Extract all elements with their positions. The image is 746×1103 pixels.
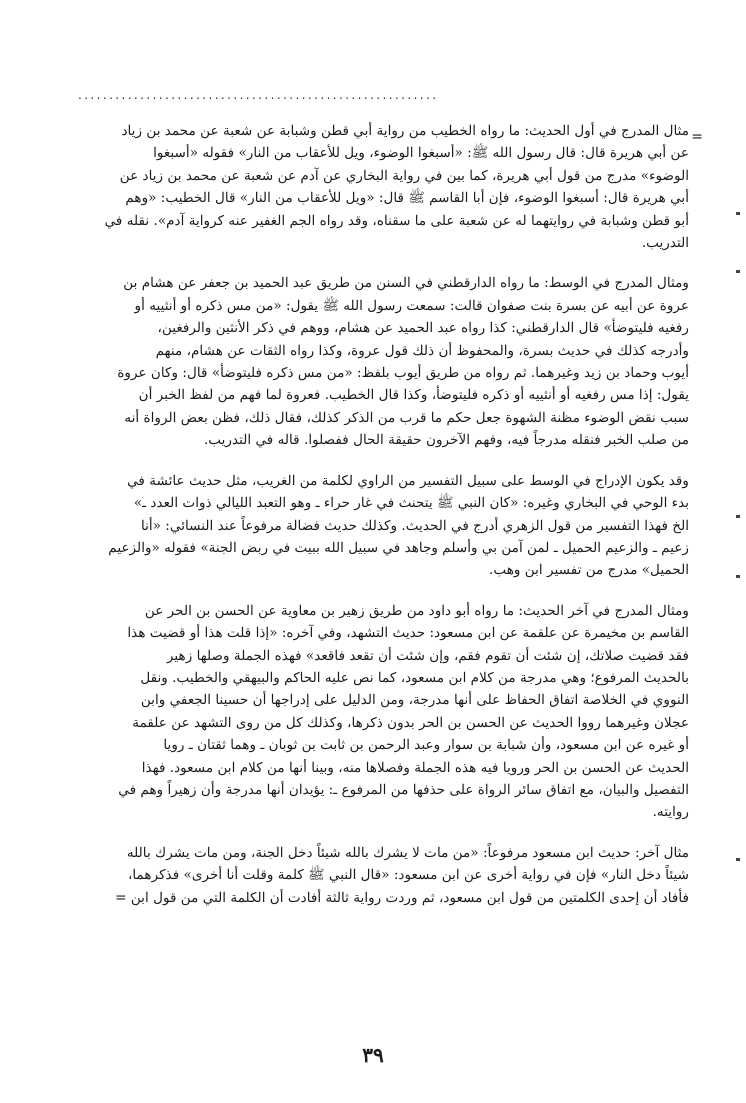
line: مثال المدرج في أول الحديث: ما رواه الخطيب من رواية أبي قطن وشبابة عن شعبة عن محمد بن زياد [121, 123, 689, 139]
line: التدريب. [641, 235, 689, 252]
line: فقد قضيت صلاتك، إن شئت أن تقوم فقم، وإن شئت أن تقعد فاقعد» فهذه الجملة وصلها زهير [166, 647, 689, 664]
scan-mark [736, 515, 740, 518]
line: رفغيه فليتوضأ» قال الدارقطني: كذا رواه عبد الحميد عن هشام، ووهم في ذكر الأنثين والرفغين، [157, 320, 689, 337]
line: النووي في الخلاصة اتفاق الحفاظ على أنها مدرجة، ومن الدليل على إدراجها أن حسينا الجعفي وابن [140, 692, 689, 709]
page-number: ٣٩ [362, 1043, 384, 1067]
line: وأدرجه كذلك في حديث بسرة، والمحفوظ أن ذلك قول عروة، وكذا رواه الثقات عن هشام، منهم [155, 342, 689, 359]
line: أبو قطن وشبابة في روايتهما له عن شعبة على ما سقناه، وقد رواه الجم الغفير عنه كرواية آدم». نقله في [104, 212, 689, 229]
line: عروة عن أبيه عن بسرة بنت صفوان قالت: سمعت رسول الله ﷺ يقول: «من مس ذكره أو أنثييه أو [134, 297, 689, 314]
line: يقول: إذا مس رفغيه أو أنثييه أو ذكره فليتوضأ، وكذا قال الخطيب. فعروة لما فهم من لفظ الخبر أن [138, 387, 689, 404]
line: الخ فهذا التفسير من قول الزهري أدرج في الحديث. وكذلك حديث فضالة مرفوعاً عند النسائي: «أنا [140, 517, 689, 534]
scan-mark [736, 270, 740, 273]
scan-mark [736, 858, 740, 861]
page-body [72, 120, 703, 927]
line: من صلب الخبر فنقله مدرجاً فيه، وفهم الآخرون حقيقة الحال ففصلوا. قاله في التدريب. [203, 432, 689, 449]
paragraph-another-example [72, 842, 689, 909]
line: الحميل» مدرج من تفسير ابن وهب. [489, 562, 689, 579]
scan-mark [736, 212, 740, 215]
line: الوضوء» مدرج من قول أبي هريرة، كما بين في رواية البخاري عن آدم عن شعبة عن محمد بن زياد عن [119, 167, 689, 184]
line: أيوب وحماد بن زيد وغيرهما. ثم رواه من طريق أيوب بلفظ: «من مس ذكره فليتوضأ» قال: وكان عروة [117, 365, 689, 382]
line: أو غيره عن ابن مسعود، وأن شبابة بن سوار وعبد الرحمن بن ثابت بن ثوبان ـ وهما ثقتان ـ رويا [163, 737, 689, 754]
line: ومثال المدرج في آخر الحديث: ما رواه أبو داود من طريق زهير بن معاوية عن الحسن بن الحر عن [144, 602, 689, 619]
line: روايته. [652, 804, 689, 821]
line: وقد يكون الإدراج في الوسط على سبيل التفسير من الراوي لكلمة من الغريب، مثل حديث عائشة في [127, 472, 689, 489]
line: بدء الوحي في البخاري وغيره: «كان النبي ﷺ يتحنث في غار حراء ـ وهو التعبد الليالي ذوات العدد ـ» [133, 495, 689, 512]
line: القاسم بن مخيمرة عن علقمة عن ابن مسعود: حديث التشهد، وفي آخره: «إذا قلت هذا أو قضيت هذا [127, 625, 689, 642]
line: عن أبي هريرة قال: قال رسول الله ﷺ: «أسبغوا الوضوء، ويل للأعقاب من النار» فقوله «أسبغوا [153, 145, 689, 162]
paragraph-end-of-hadith [72, 600, 689, 824]
line: ومثال المدرج في الوسط: ما رواه الدارقطني في السنن من طريق عبد الحميد بن جعفر عن هشام بن [123, 275, 689, 292]
line: زعيم ـ والزعيم الحميل ـ لمن آمن بي وأسلم وجاهد في سبيل الله ببيت في ربض الجنة» فقوله «والزعيم [108, 539, 689, 556]
line: بالحديث المرفوع؛ وهي مدرجة من كلام ابن مسعود، كما نص عليه الحاكم والبيهقي والخطيب. ونقل [140, 669, 689, 686]
paragraph-middle-of-hadith [72, 272, 689, 451]
line: التفصيل والبيان، مع اتفاق سائر الرواة على حذفها من المرفوع ـ: يؤيدان أنها مدرجة وأن زهيراً وهم في [118, 781, 689, 798]
continuation-marker: = [691, 129, 703, 145]
paragraph-explanatory-insertion [72, 470, 689, 582]
line: مثال آخر: حديث ابن مسعود مرفوعاً: «من مات لا يشرك بالله شيئاً دخل الجنة، ومن مات يشرك بالله [126, 844, 689, 861]
scan-mark [736, 575, 740, 578]
line: أبي هريرة قال: أسبغوا الوضوء، فإن أبا القاسم ﷺ قال: «ويل للأعقاب من النار» قال الخطيب: «وهم [125, 190, 689, 207]
header-dotted-separator: .......................................................... [78, 88, 439, 102]
line: شيئاً دخل النار» فإن في رواية أخرى عن ابن مسعود: «قال النبي ﷺ كلمة وقلت أنا أخرى» فذكرهما، [128, 867, 689, 884]
line: الحديث عن الحسن بن الحر ورويا فيه هذه الجملة وفصلاها منه، وبينا أنها من كلام ابن مسعود. فهذا [141, 759, 689, 776]
line: سبب نقض الوضوء مظنة الشهوة جعل حكم ما قرب من الذكر كذلك، فقال ذلك، فظن بعض الرواة أنه [124, 409, 689, 426]
paragraph-start-of-hadith [72, 120, 703, 254]
line: فأفاد أن إحدى الكلمتين من قول ابن مسعود، ثم وردت رواية ثالثة أفادت أن الكلمة التي من قول ابن = [115, 889, 689, 906]
line: عجلان وغيرهما رووا الحديث عن الحسن بن الحر بدون ذكرها، وكذلك كل من روى التشهد عن علقمة [132, 714, 689, 731]
